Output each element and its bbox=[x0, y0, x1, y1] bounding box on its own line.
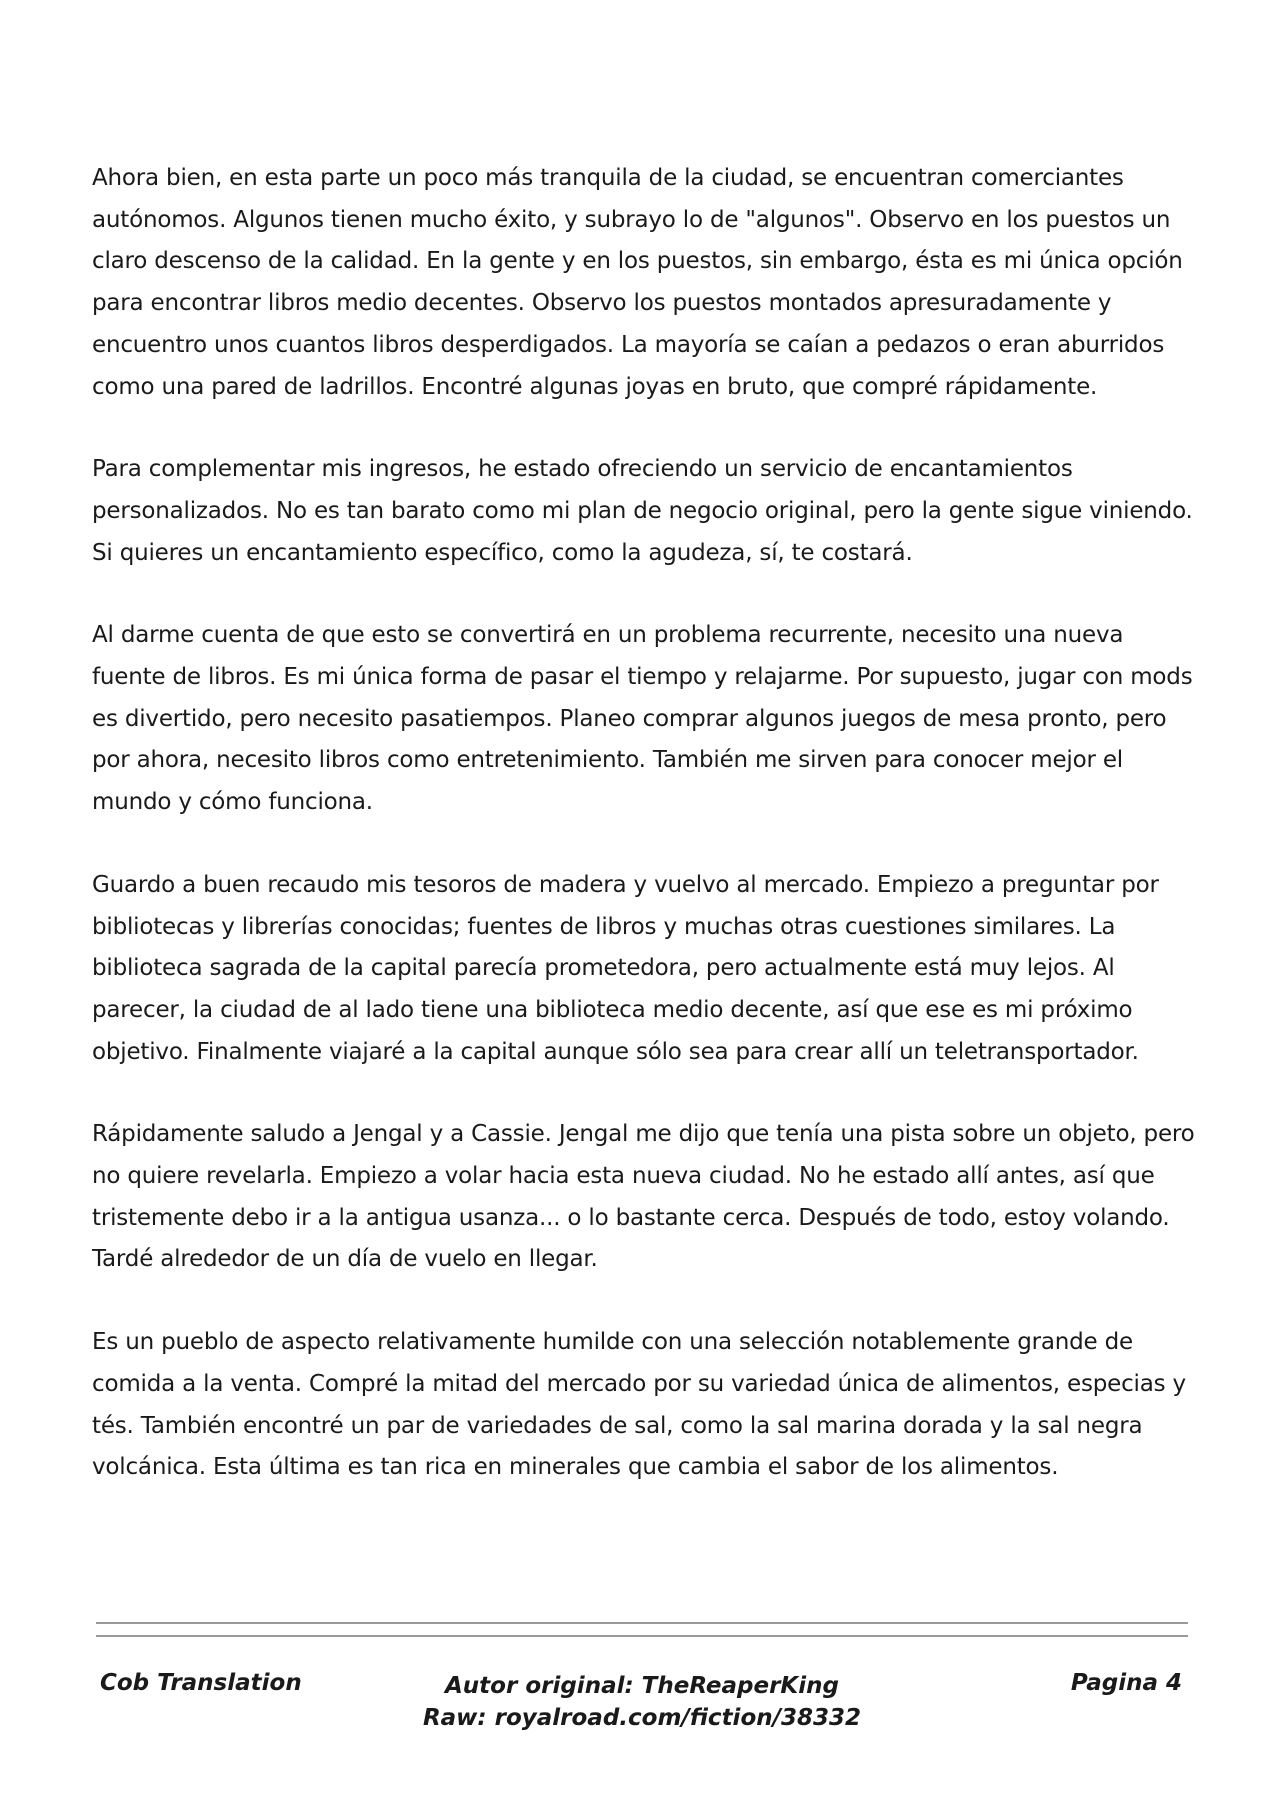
page-body bbox=[92, 158, 1202, 1530]
footer-credits bbox=[96, 1670, 1188, 1734]
paragraph: Rápidamente saludo a Jengal y a Cassie. Jengal me dijo que tenía una pista sobre un objeto, pero no quiere revelarla. Empiezo a volar hacia esta nueva ciudad. No he estado allí antes, así que tristemente debo ir a la antigua usanza... o lo bastante cerca. Después de todo, estoy volando. Tardé alrededor de un día de vuelo en llegar. bbox=[92, 1121, 1195, 1273]
paragraph: Guardo a buen recaudo mis tesoros de madera y vuelvo al mercado. Empiezo a preguntar por bibliotecas y librerías conocidas; fuentes de libros y muchas otras cuestiones similares. La biblioteca sagrada de la capital parecía prometedora, pero actualmente está muy lejos. Al parecer, la ciudad de al lado tiene una biblioteca medio decente, así que ese es mi próximo objetivo. Finalmente viajaré a la capital aunque sólo sea para crear allí un teletransportador. bbox=[92, 871, 1159, 1065]
page-footer bbox=[96, 1670, 1188, 1750]
paragraph: Es un pueblo de aspecto relativamente humilde con una selección notablemente grande de comida a la venta. Compré la mitad del mercado por su variedad única de alimentos, especias y tés. También encontré un par de variedades de sal, como la sal marina dorada y la sal negra volcánica. Esta última es tan rica en minerales que cambia el sabor de los alimentos. bbox=[92, 1329, 1186, 1481]
footer-divider-bottom bbox=[96, 1635, 1188, 1637]
paragraph: Ahora bien, en esta parte un poco más tranquila de la ciudad, se encuentran comerciantes autónomos. Algunos tienen mucho éxito, y subrayo lo de "algunos". Observo en los puestos un claro descenso de la calidad. En la gente y en los puestos, sin embargo, ésta es mi única opción para encontrar libros medio decentes. Observo los puestos montados apresuradamente y encuentro unos cuantos libros desperdigados. La mayoría se caían a pedazos o eran aburridos como una pared de ladrillos. Encontré algunas joyas en bruto, que compré rápidamente. bbox=[92, 165, 1183, 400]
paragraph: Para complementar mis ingresos, he estado ofreciendo un servicio de encantamientos personalizados. No es tan barato como mi plan de negocio original, pero la gente sigue viniendo. Si quieres un encantamiento específico, como la agudeza, sí, te costará. bbox=[92, 456, 1193, 566]
paragraph: Al darme cuenta de que esto se convertirá en un problema recurrente, necesito una nueva fuente de libros. Es mi única forma de pasar el tiempo y relajarme. Por supuesto, jugar con mods es divertido, pero necesito pasatiempos. Planeo comprar algunos juegos de mesa pronto, pero por ahora, necesito libros como entretenimiento. También me sirven para conocer mejor el mundo y cómo funciona. bbox=[92, 622, 1193, 816]
footer-page-number: Pagina 4 bbox=[1070, 1670, 1182, 1696]
footer-divider-top bbox=[96, 1622, 1188, 1624]
footer-raw-source: Raw: royalroad.com/fiction/38332 bbox=[422, 1705, 862, 1731]
footer-translator: Cob Translation bbox=[100, 1670, 302, 1696]
footer-author: Autor original: TheReaperKing bbox=[445, 1673, 839, 1699]
